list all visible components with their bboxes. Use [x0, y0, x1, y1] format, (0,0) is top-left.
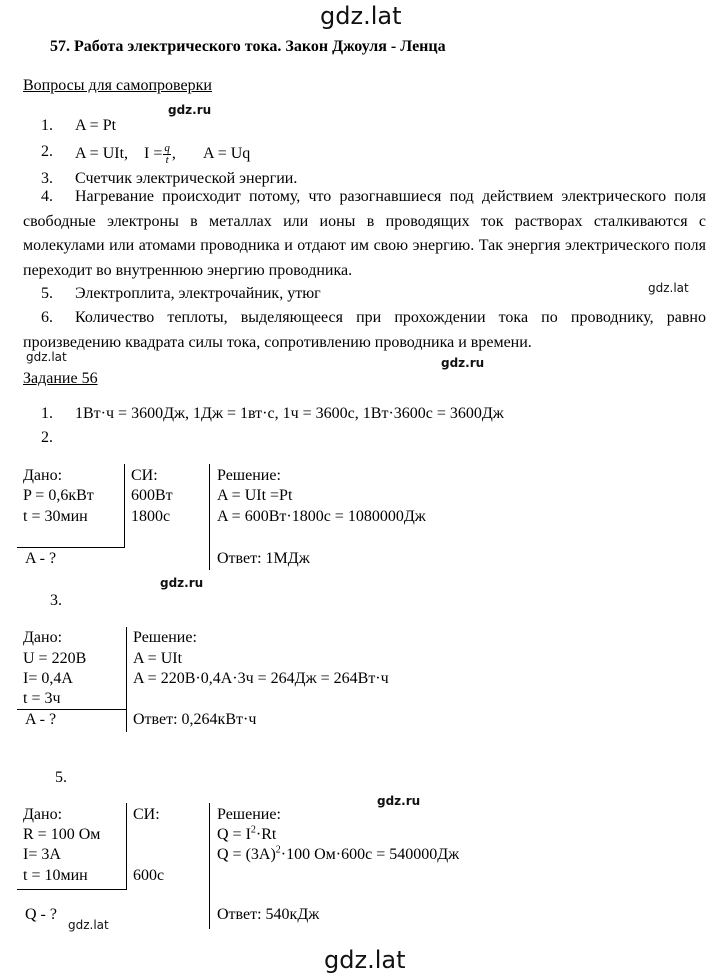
formula-q-i: Q = I [217, 826, 251, 843]
task-3-given-time: t = 3ч [23, 690, 61, 707]
page-title: 57. Работа электрического тока. Закон Джоуля - Ленца [50, 38, 446, 55]
task-5-solution-label: Решение: [217, 806, 281, 823]
task-5-divider-2 [209, 803, 210, 929]
task-2-divider-2 [209, 464, 210, 570]
task-5-find: Q - ? [25, 906, 57, 923]
questions-heading: Вопросы для самопроверки [23, 77, 212, 94]
task-5-given-resistance: R = 100 Ом [23, 826, 101, 843]
task-2-si-time: 1800с [131, 508, 171, 525]
task-2-solution-line-1: A = UIt =Pt [217, 487, 293, 504]
watermark-top: gdz.lat [320, 2, 402, 30]
fraction-denominator: t [165, 154, 169, 166]
formula-work-uit: A = UIt, [75, 145, 129, 163]
question-4-paragraph [23, 185, 706, 283]
task-5-given-time: t = 10мин [23, 867, 88, 884]
formula-work-uq: A = Uq [203, 145, 251, 163]
task-2-divider-1 [124, 464, 125, 548]
task-heading: Задание 56 [23, 370, 98, 387]
task-1-text: 1Вт·ч = 3600Дж, 1Дж = 1вт·с, 1ч = 3600с, 1Вт·3600с = 3600Дж [75, 405, 504, 422]
task-3-answer: Ответ: 0,264кВт·ч [133, 711, 257, 728]
task-5-solution-line-1 [217, 826, 276, 844]
question-4-number: 4. [41, 188, 53, 205]
task-2-given-label: Дано: [23, 467, 63, 484]
watermark-ru-3: gdz.ru [160, 576, 204, 590]
task-1-number: 1. [41, 405, 53, 422]
task-3-find: A - ? [25, 711, 57, 728]
question-6-text: Количество теплоты, выделяющееся при прохождении тока по проводнику, равно произведению квадрата силы тока, сопротивлению проводника и времени. [23, 309, 706, 351]
task-3-solution-label: Решение: [133, 629, 197, 646]
task-5-number: 5. [55, 769, 67, 786]
watermark-ru-1: gdz.ru [168, 103, 212, 117]
task-5-solution-line-2 [217, 846, 459, 864]
task-2-si-label: СИ: [131, 467, 158, 484]
watermark-lat-1: gdz.lat [648, 281, 689, 295]
task-2-find: A - ? [25, 550, 57, 567]
task-3-given-label: Дано: [23, 629, 63, 646]
task-5-divider-1 [126, 803, 127, 889]
task-5-given-label: Дано: [23, 806, 63, 823]
task-3-given-current: I= 0,4А [23, 670, 73, 687]
task-2-si-power: 600Вт [131, 487, 173, 504]
watermark-bottom: gdz.lat [324, 946, 406, 974]
task-2-solution-label: Решение: [217, 467, 281, 484]
question-5-text: Электроплита, электрочайник, утюг [75, 285, 321, 302]
task-3-number: 3. [50, 592, 62, 609]
task-5-find-line [17, 889, 127, 890]
task-3-given-voltage: U = 220В [23, 650, 87, 667]
task-2-given-power: P = 0,6кВт [23, 487, 94, 504]
watermark-lat-2: gdz.lat [26, 350, 67, 364]
question-6-paragraph [23, 306, 706, 355]
task-5-answer: Ответ: 540кДж [217, 906, 320, 923]
task-5-si-time: 600с [133, 867, 165, 884]
task-2-solution-line-2: A = 600Вт·1800с = 1080000Дж [217, 508, 426, 525]
watermark-ru-2: gdz.ru [441, 356, 485, 370]
task-5-given-current: I= 3A [23, 846, 61, 863]
question-3-text: Счетчик электрической энергии. [75, 170, 298, 187]
task-5-si-label: СИ: [133, 806, 160, 823]
question-2-number: 2. [41, 143, 53, 160]
superscript-square: 2 [275, 844, 281, 856]
formula-q-3a: Q = (3A) [217, 846, 276, 863]
task-2-given-time: t = 30мин [23, 508, 88, 525]
formula-q-result: ·100 Ом·600с = 540000Дж [280, 846, 460, 863]
fraction-numerator: q [164, 142, 170, 154]
task-3-solution-line-1: A = UIt [133, 650, 183, 667]
task-3-find-line [17, 709, 127, 710]
formula-current-label: I = [144, 145, 163, 163]
question-6-number: 6. [41, 309, 53, 326]
task-2-number: 2. [41, 429, 53, 446]
fraction-q-over-t [163, 143, 171, 166]
question-1-text: A = Pt [75, 117, 117, 134]
task-3-divider [126, 627, 127, 732]
superscript-square: 2 [250, 824, 256, 836]
question-2-formula [75, 143, 250, 166]
task-3-solution-line-2: A = 220В·0,4А·3ч = 264Дж = 264Вт·ч [133, 670, 389, 687]
question-3-number: 3. [41, 170, 53, 187]
watermark-ru-4: gdz.ru [377, 794, 421, 808]
question-4-text: Нагревание происходит потому, что разогнавшиеся под действием электрического поля свободные электроны в металлах или ионы в проводящих ток растворах сталкиваются с молекулами или атомами проводника и отдают им свою энергию. Так энергия электрического поля переходит во внутреннюю энергию проводника. [23, 188, 706, 279]
question-5-number: 5. [41, 285, 53, 302]
question-1-number: 1. [41, 117, 53, 134]
formula-rt: ·Rt [255, 826, 277, 843]
task-2-find-line [17, 547, 125, 548]
task-2-answer: Ответ: 1МДж [217, 550, 310, 567]
formula-comma: , [171, 145, 176, 163]
watermark-lat-3: gdz.lat [68, 918, 109, 932]
